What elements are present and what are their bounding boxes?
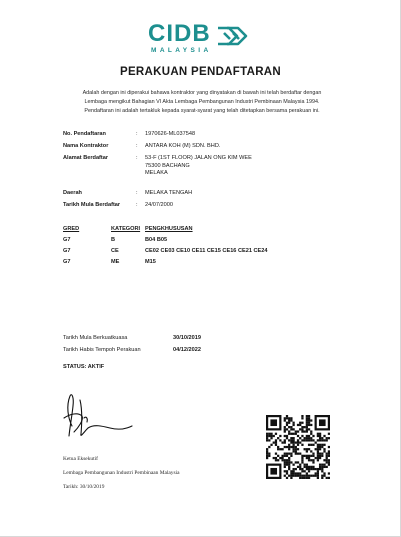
grades-header-cell: PENGKHUSUSAN xyxy=(145,226,193,232)
specialization-cell: M15 xyxy=(145,259,156,265)
specialization-cell: CE02 CE03 CE10 CE11 CE15 CE16 CE21 CE24 xyxy=(145,248,268,254)
grades-header-cell: KATEGORI xyxy=(111,226,141,232)
info-value: MELAKA TENGAH xyxy=(145,190,193,196)
grade-cell: G7 xyxy=(63,248,71,254)
status-badge: STATUS: AKTIF xyxy=(63,364,105,370)
category-cell: ME xyxy=(111,259,120,265)
intro-line: Lembaga mengikut Bahagian VI Akta Lembaga Pembangunan Industri Pembinaan Malaysia 1994. xyxy=(84,99,320,105)
signature xyxy=(58,388,138,448)
info-label: Tarikh Mula Berdaftar xyxy=(63,202,121,208)
grades-header-cell: GRED xyxy=(63,226,80,232)
grades-header xyxy=(63,226,353,234)
info-colon: : xyxy=(136,155,138,161)
document-title: PERAKUAN PENDAFTARAN xyxy=(119,66,282,78)
specialization-cell: B04 B05 xyxy=(145,237,168,243)
address-line: 75300 BACHANG xyxy=(145,162,190,169)
date-label: Tarikh Mula Berkuatkuasa xyxy=(63,335,128,341)
table-row xyxy=(63,248,353,256)
logo-text: CIDB xyxy=(148,20,211,47)
intro-line: Pendaftaran ini adalah tertakluk kepada syarat-syarat yang telah ditetapkan bersama perakuan ini. xyxy=(84,108,320,114)
table-row xyxy=(63,259,353,267)
signatory-role: Ketua Eksekutif xyxy=(63,456,98,462)
logo-country: MALAYSIA xyxy=(151,47,212,54)
grade-cell: G7 xyxy=(63,237,71,243)
info-value: 24/07/2000 xyxy=(145,202,173,208)
info-colon: : xyxy=(136,143,138,149)
qr-code xyxy=(266,415,330,479)
info-colon: : xyxy=(136,131,138,137)
cidb-logo xyxy=(148,22,258,58)
info-value-address xyxy=(145,155,252,178)
info-value: 1970626-ML037548 xyxy=(145,131,196,137)
cidb-emblem-icon xyxy=(215,24,253,48)
date-value: 30/10/2019 xyxy=(173,335,201,341)
info-label: No. Pendaftaran xyxy=(63,131,106,137)
table-row xyxy=(63,237,353,245)
signatory-organization: Lembaga Pembangunan Industri Pembinaan Malaysia xyxy=(63,470,180,476)
intro-line: Adalah dengan ini diperakui bahawa kontraktor yang dinyatakan di bawah ini telah berdaftar dengan xyxy=(82,90,322,96)
address-line: MELAKA xyxy=(145,170,168,177)
grade-cell: G7 xyxy=(63,259,71,265)
info-label: Daerah xyxy=(63,190,82,196)
info-label: Nama Kontraktor xyxy=(63,143,109,149)
category-cell: B xyxy=(111,237,116,243)
category-cell: CE xyxy=(111,248,119,254)
date-value: 04/12/2022 xyxy=(173,347,201,353)
info-colon: : xyxy=(136,202,138,208)
address-line: 53-F (1ST FLOOR) JALAN ONG KIM WEE xyxy=(145,155,252,161)
date-label: Tarikh Habis Tempoh Perakuan xyxy=(63,347,141,353)
info-label: Alamat Berdaftar xyxy=(63,155,109,161)
signature-date: Tarikh: 30/10/2019 xyxy=(63,484,105,490)
info-value: ANTARA KOH (M) SDN. BHD. xyxy=(145,143,221,149)
info-colon: : xyxy=(136,190,138,196)
intro-text xyxy=(58,89,346,116)
